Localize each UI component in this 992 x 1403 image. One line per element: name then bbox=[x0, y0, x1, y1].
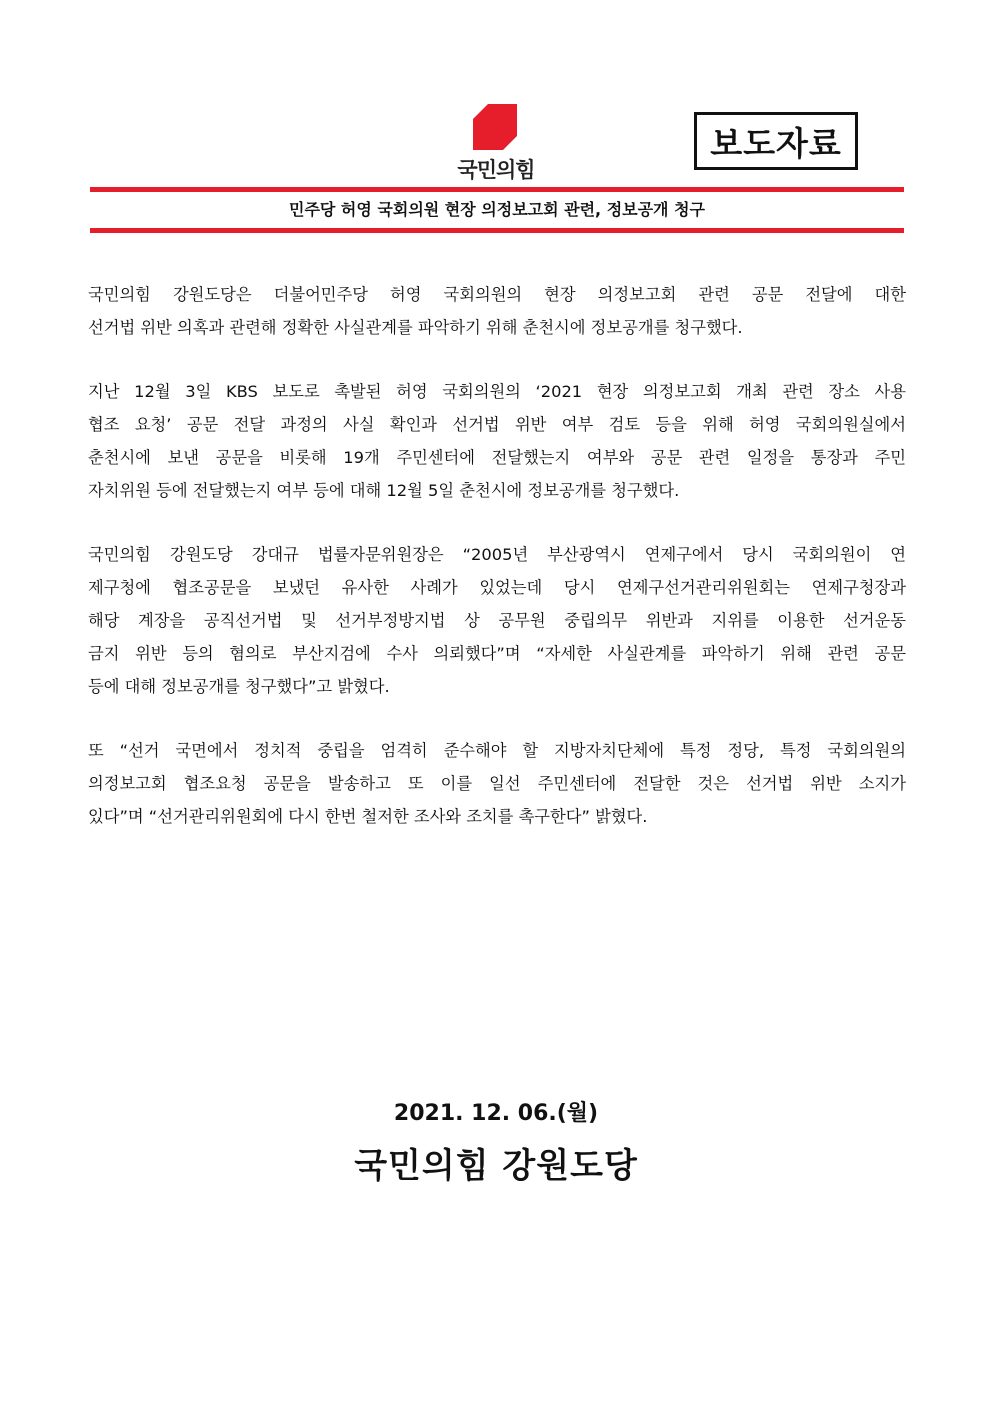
paragraph-line: 협조 요청’ 공문 전달 과정의 사실 확인과 선거법 위반 여부 검토 등을 위해 허영 국회의원실에서 bbox=[88, 415, 906, 434]
paragraph-line: 있다”며 “선거관리위원회에 다시 한번 철저한 조사와 조치를 촉구한다” 밝혔다. bbox=[88, 807, 648, 826]
paragraph-line: 의정보고회 협조요청 공문을 발송하고 또 이를 일선 주민센터에 전달한 것은 선거법 위반 소지가 bbox=[88, 774, 906, 793]
logo-text: 국민의힘 bbox=[457, 158, 535, 182]
paragraph-line: 등에 대해 정보공개를 청구했다”고 밝혔다. bbox=[88, 677, 390, 696]
paragraph-line: 또 “선거 국면에서 정치적 중립을 엄격히 준수해야 할 지방자치단체에 특정 정당, 특정 국회의원의 bbox=[88, 741, 906, 760]
paragraph bbox=[88, 278, 906, 344]
paragraph-line: 지난 12월 3일 KBS 보도로 촉발된 허영 국회의원의 ‘2021 현장 의정보고회 개최 관련 장소 사용 bbox=[88, 382, 906, 401]
paragraph bbox=[88, 375, 906, 507]
party-logo-icon bbox=[473, 104, 517, 150]
paragraph-line: 국민의힘 강원도당은 더불어민주당 허영 국회의원의 현장 의정보고회 관련 공문 전달에 대한 bbox=[88, 285, 906, 304]
paragraph-line: 금지 위반 등의 혐의로 부산지검에 수사 의뢰했다”며 “자세한 사실관계를 파악하기 위해 관련 공문 bbox=[88, 644, 906, 663]
paragraph-line: 해당 계장을 공직선거법 및 선거부정방지법 상 공무원 중립의무 위반과 지위를 이용한 선거운동 bbox=[88, 611, 906, 630]
headline-bottom-rule bbox=[90, 228, 904, 233]
issuer-signature: 국민의힘 강원도당 bbox=[354, 1146, 638, 1186]
headline: 민주당 허영 국회의원 현장 의정보고회 관련, 정보공개 청구 bbox=[288, 200, 705, 219]
article-body bbox=[88, 278, 906, 864]
paragraph-line: 자치위원 등에 전달했는지 여부 등에 대해 12월 5일 춘천시에 정보공개를 청구했다. bbox=[88, 481, 680, 500]
paragraph-line: 국민의힘 강원도당 강대규 법률자문위원장은 “2005년 부산광역시 연제구에서 당시 국회의원이 연 bbox=[88, 545, 906, 564]
paragraph-line: 선거법 위반 의혹과 관련해 정확한 사실관계를 파악하기 위해 춘천시에 정보공개를 청구했다. bbox=[88, 318, 743, 337]
release-date: 2021. 12. 06.(월) bbox=[393, 1101, 599, 1126]
paragraph bbox=[88, 734, 906, 833]
headline-top-rule bbox=[90, 187, 904, 192]
paragraph-line: 춘천시에 보낸 공문을 비롯해 19개 주민센터에 전달했는지 여부와 공문 관련 일정을 통장과 주민 bbox=[88, 448, 906, 467]
party-logo bbox=[448, 104, 544, 184]
paragraph bbox=[88, 538, 906, 703]
paragraph-line: 제구청에 협조공문을 보냈던 유사한 사례가 있었는데 당시 연제구선거관리위원회는 연제구청장과 bbox=[88, 578, 906, 597]
press-release-label: 보도자료 bbox=[694, 112, 858, 170]
